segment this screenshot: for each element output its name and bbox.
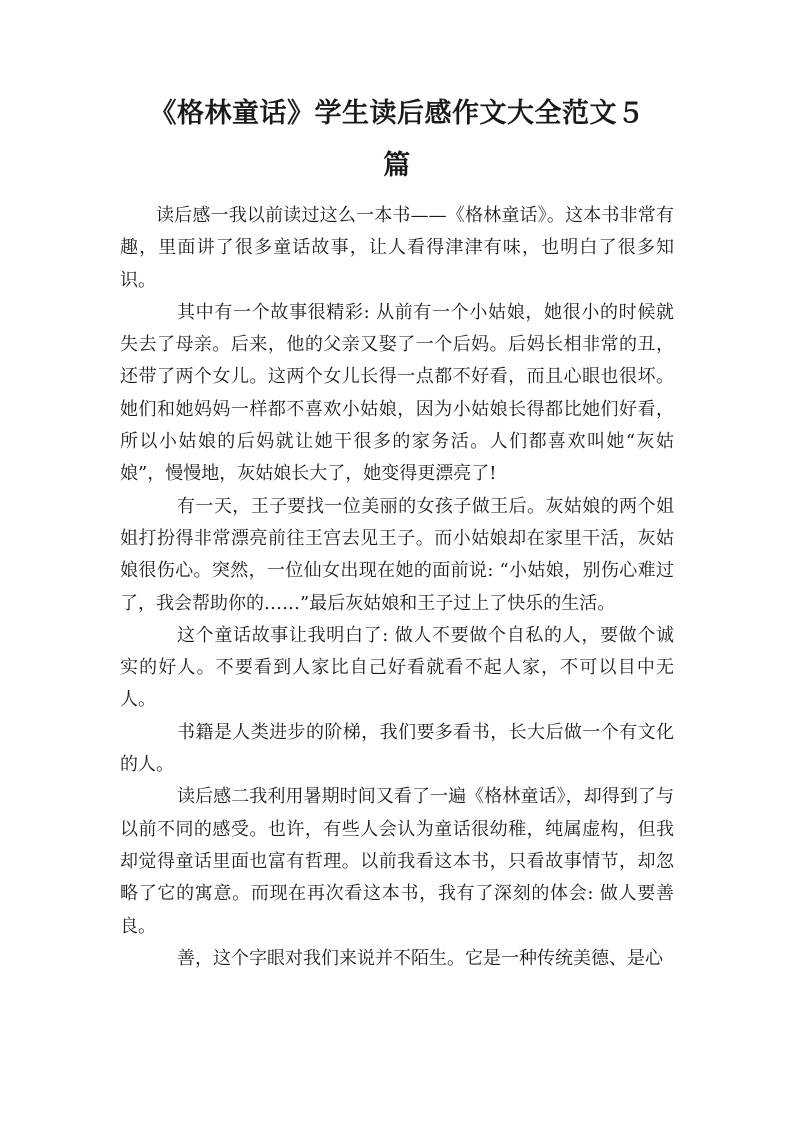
document-body: [120, 200, 674, 975]
document-title-line-2: 篇: [383, 150, 411, 181]
paragraph-1: 读后感一我以前读过这么一本书——《格林童话》。这本书非常有趣，里面讲了很多童话故事，让人看得津津有味，也明白了很多知识。: [120, 205, 674, 291]
paragraph-3: 有一天，王子要找一位美丽的女孩子做王后。灰姑娘的两个姐姐打扮得非常漂亮前往王宫去见王子。而小姑娘却在家里干活，灰姑娘很伤心。突然，一位仙女出现在她的面前说: “小姑娘，别伤心难过了，我会帮助你的……”最后灰姑娘和王子过上了快乐的生活。: [120, 495, 674, 614]
paragraph-4: 这个童话故事让我明白了: 做人不要做个自私的人，要做个诚实的好人。不要看到人家比自己好看就看不起人家，不可以目中无人。: [120, 624, 674, 711]
paragraph-7: 善，这个字眼对我们来说并不陌生。它是一种传统美德、是心: [177, 947, 663, 969]
document-title-line-1: 《格林童话》学生读后感作文大全范文５: [149, 98, 645, 129]
paragraph-2: 其中有一个故事很精彩: 从前有一个小姑娘，她很小的时候就失去了母亲。后来，他的父亲又娶了一个后妈。后妈长相非常的丑，还带了两个女儿。这两个女儿长得一点都不好看，而且心眼也很坏。她们和她妈妈一样都不喜欢小姑娘，因为小姑娘长得都比她们好看，所以小姑娘的后妈就让她干很多的家务活。人们都喜欢叫她“灰姑娘”，慢慢地，灰姑娘长大了，她变得更漂亮了!: [120, 301, 674, 485]
paragraph-5: 书籍是人类进步的阶梯，我们要多看书，长大后做一个有文化的人。: [120, 721, 674, 776]
paragraph-6: 读后感二我利用暑期时间又看了一遍《格林童话》，却得到了与以前不同的感受。也许，有些人会认为童话很幼稚，纯属虚构，但我却觉得童话里面也富有哲理。以前我看这本书，只看故事情节，却忽略了它的寓意。而现在再次看这本书，我有了深刻的体会: 做人要善良。: [120, 786, 674, 937]
